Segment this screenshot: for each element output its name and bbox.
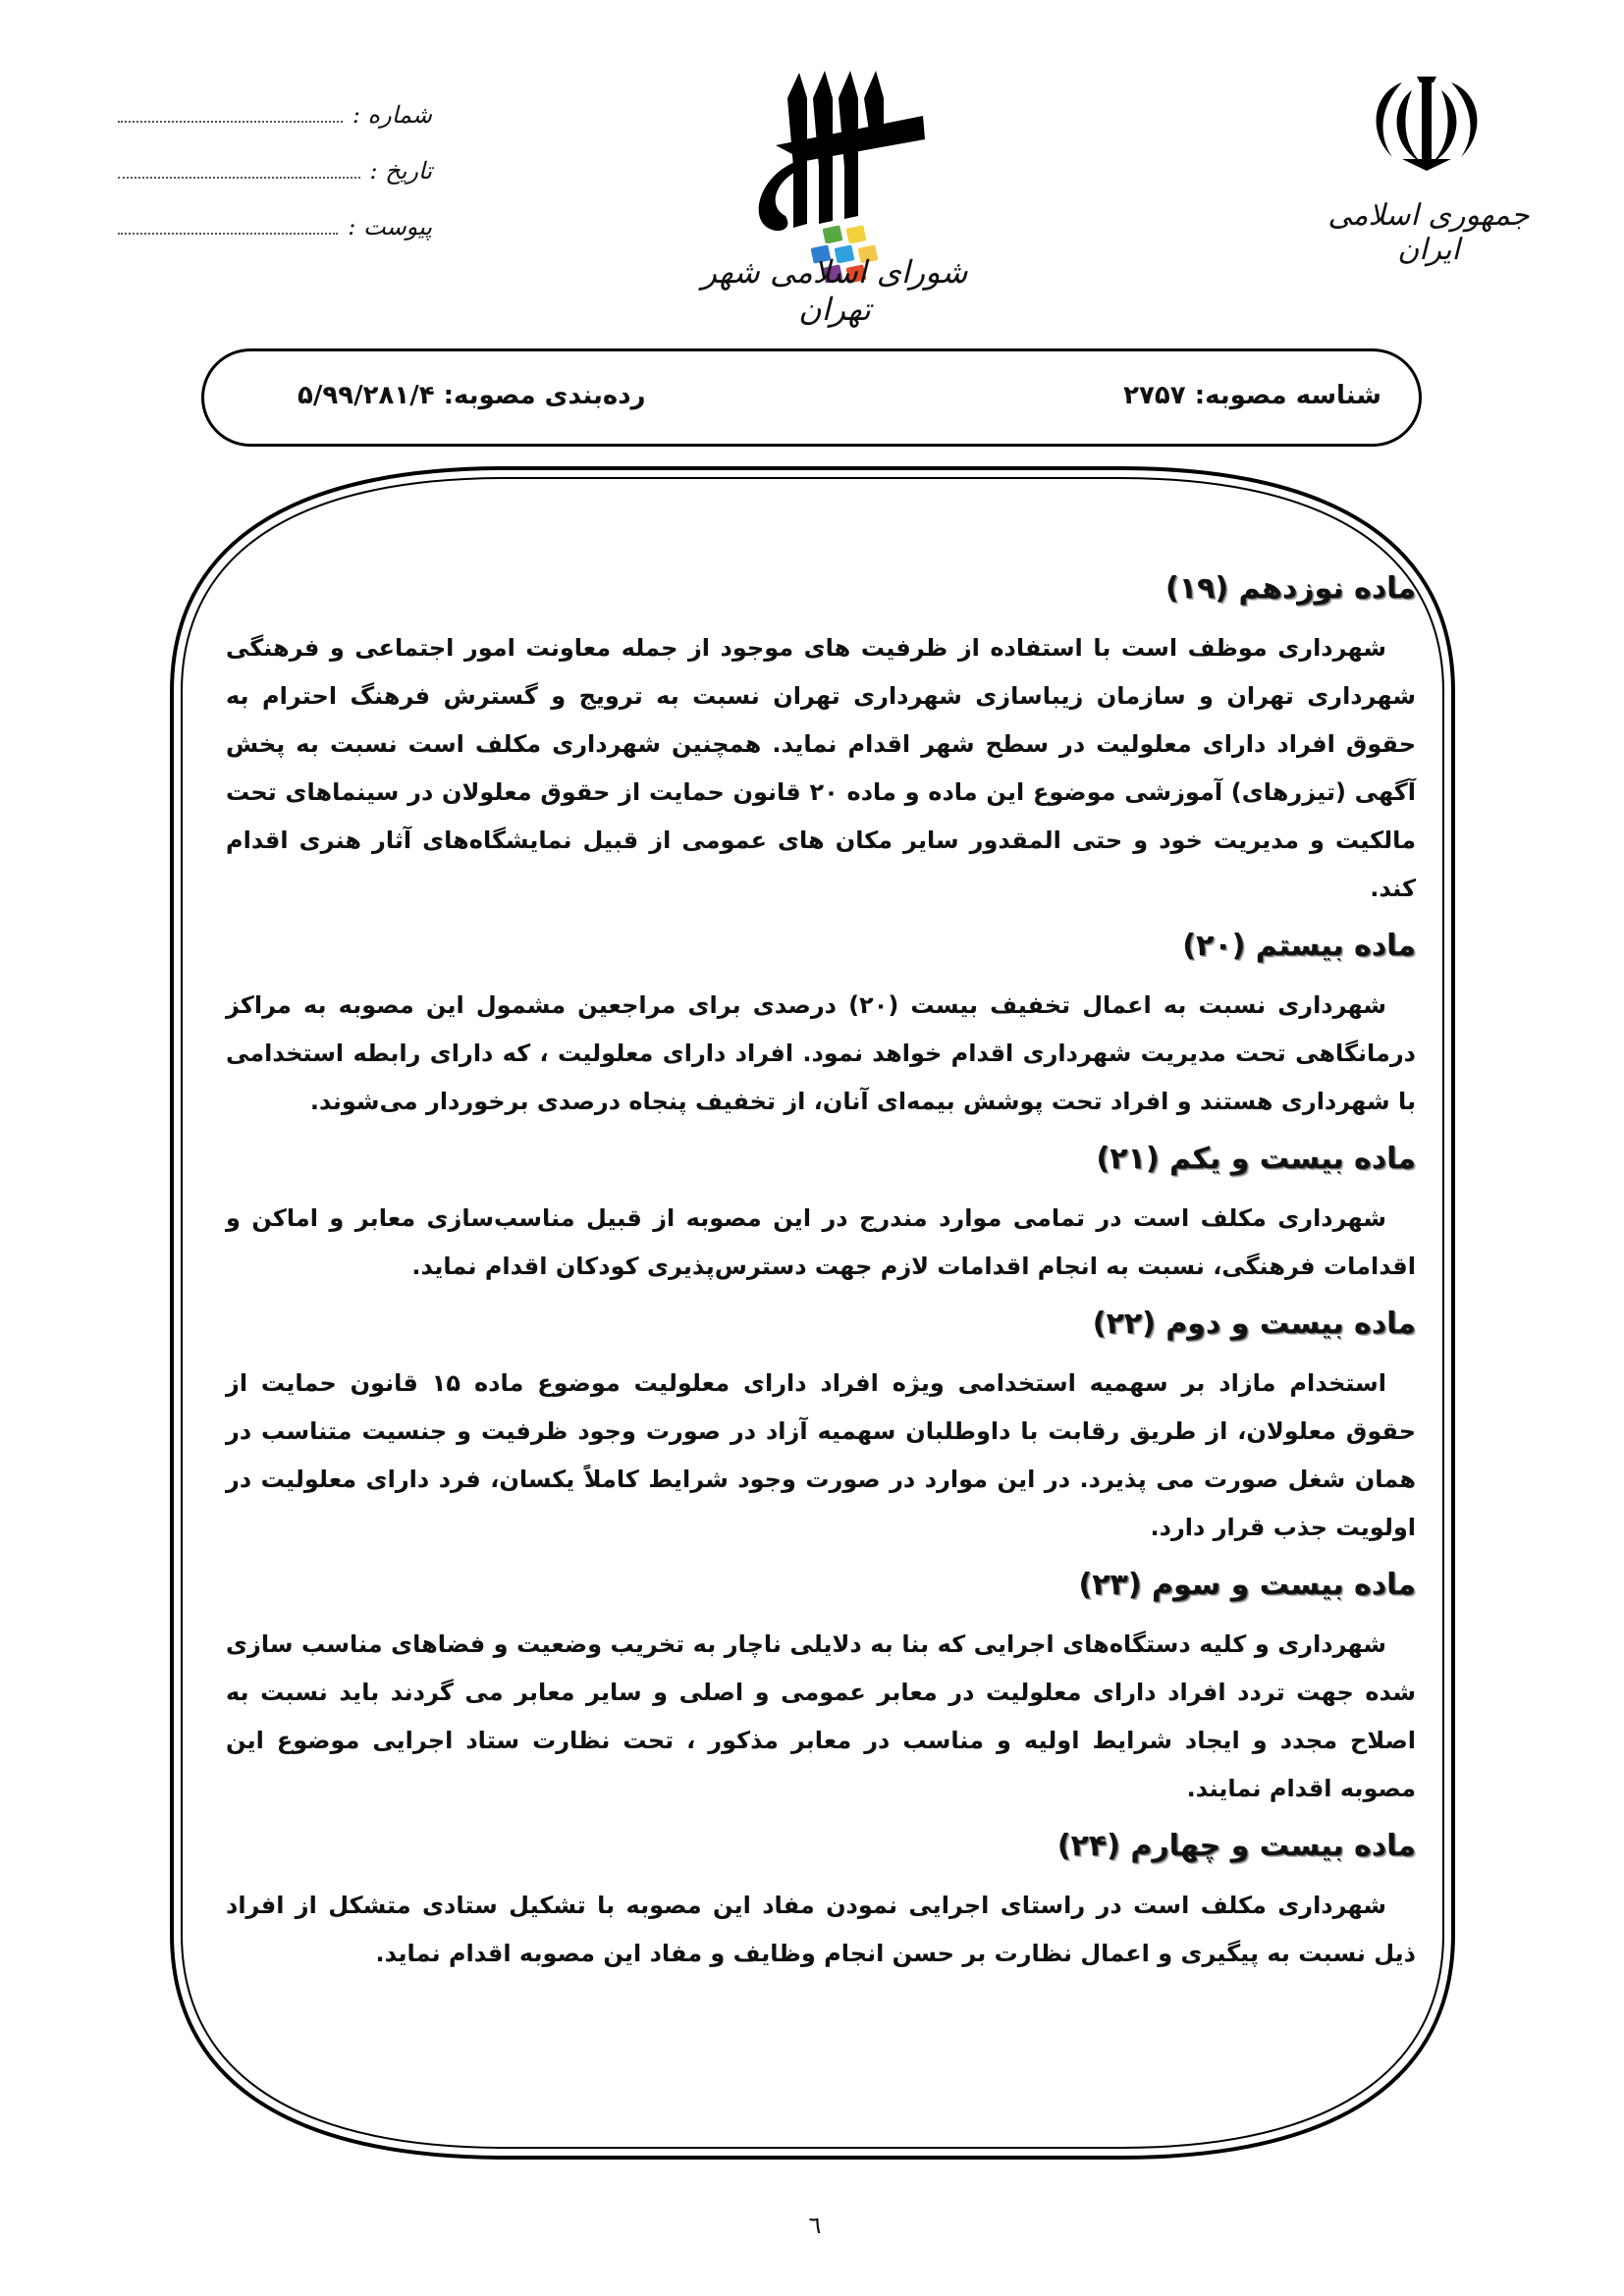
ref-label-date: تاریخ : (369, 156, 432, 185)
logo-tile (821, 224, 843, 245)
ref-field-number (118, 86, 432, 142)
article-text: شهرداری و کلیه دستگاه‌های اجرایی که بنا به دلایلی ناچار به تخریب وضعیت و فضاهای مناسب سازی شده جهت تردد افراد دارای معلولیت در معابر عمومی و اصلی و سایر معابر می گردند باید نسبت به اصلاح مجدد و ایجاد شرایط اولیه و مناسب در معابر مذکور ، تحت نظارت ستاد اجرایی موضوع این مصوبه اقدام نمایند. (226, 1630, 1416, 1802)
article-text: شهرداری نسبت به اعمال تخفیف بیست (۲۰) درصدی برای مراجعین مشمول این مصوبه به مراکز درمانگاهی تحت مدیریت شهرداری اقدام خواهد نمود. افراد دارای معلولیت ، که دارای رابطه استخدامی با شهرداری هستند و افراد تحت پوشش بیمه‌ای آنان، از تخفیف پنجاه درصدی برخوردار می‌شوند. (226, 991, 1416, 1115)
ref-dotted-line (118, 177, 360, 179)
article-text: استخدام مازاد بر سهمیه استخدامی ویژه افراد دارای معلولیت موضوع ماده ۱۵ قانون حمایت از حقوق معلولان، از طریق رقابت با داوطلبان سهمیه آزاد در صورت وجود ظرفیت و جنسیت متناسب در همان شغل صورت می پذیرد. در این موارد در صورت وجود شرایط کاملاً یکسان، فرد دارای معلولیت در اولویت جذب قرار دارد. (226, 1369, 1416, 1541)
article-title: ماده بیست و دوم (۲۲) (1092, 1307, 1416, 1341)
reference-fields (118, 86, 432, 254)
article-text: شهرداری مکلف است در راستای اجرایی نمودن مفاد این مصوبه با تشکیل ستادی متشکل از افراد ذیل نسبت به پیگیری و اعمال نظارت بر حسن انجام وظایف و مفاد این مصوبه اقدام نماید. (226, 1892, 1416, 1967)
article-23 (226, 1566, 1416, 1813)
article-title: ماده نوزدهم (۱۹) (1165, 571, 1416, 606)
article-title: ماده بیست و سوم (۲۳) (1078, 1568, 1416, 1602)
article-21 (226, 1140, 1416, 1291)
ref-dotted-line (118, 121, 343, 123)
council-name: شورای اسلامی شهر تهران (701, 253, 968, 328)
article-title: ماده بیست و یکم (۲۱) (1096, 1142, 1416, 1176)
article-19 (226, 569, 1416, 913)
article-text: شهرداری موظف است با استفاده از ظرفیت های موجود از جمله معاونت امور اجتماعی و فرهنگی شهرداری تهران و سازمان زیباسازی شهرداری تهران نسبت به ترویج و گسترش فرهنگ احترام به حقوق افراد دارای معلولیت در سطح شهر اقدام نماید. همچنین شهرداری مکلف است نسبت به پخش آگهی (تیزرهای) آموزشی موضوع این ماده و ماده ۲۰ قانون حمایت از حقوق معلولان در سینماهای تحت مالکیت و مدیریت خود و حتی المقدور سایر مکان های عمومی از قبیل نمایشگاه‌های آثار هنری اقدام کند. (226, 634, 1416, 902)
country-name: جمهوری اسلامی ایران (1327, 198, 1530, 267)
resolution-id: شناسه مصوبه: ۲۷۵۷ (1123, 381, 1381, 410)
article-title: ماده بیست و چهارم (۲۴) (1056, 1829, 1416, 1863)
logo-tile (844, 224, 867, 245)
ref-label-number: شماره : (352, 100, 432, 129)
document-body (226, 569, 1416, 1992)
national-emblem-icon (1363, 69, 1490, 177)
ref-field-date (118, 142, 432, 198)
ref-label-attachment: پیوست : (348, 212, 432, 240)
resolution-classification: رده‌بندی مصوبه: ۵/۹۹/۲۸۱/۴ (298, 381, 646, 410)
article-20 (226, 927, 1416, 1126)
page-number: ٦ (808, 2212, 822, 2239)
article-24 (226, 1827, 1416, 1978)
article-text: شهرداری مکلف است در تمامی موارد مندرج در این مصوبه از قبیل مناسب‌سازی معابر و اماکن و اقدامات فرهنگی، نسبت به انجام اقدامات لازم جهت دسترس‌پذیری کودکان اقدام نماید. (226, 1204, 1416, 1280)
article-22 (226, 1305, 1416, 1552)
resolution-id-box (201, 348, 1422, 447)
ref-field-attachment (118, 198, 432, 254)
article-title: ماده بیستم (۲۰) (1182, 929, 1416, 963)
ref-dotted-line (118, 233, 338, 235)
